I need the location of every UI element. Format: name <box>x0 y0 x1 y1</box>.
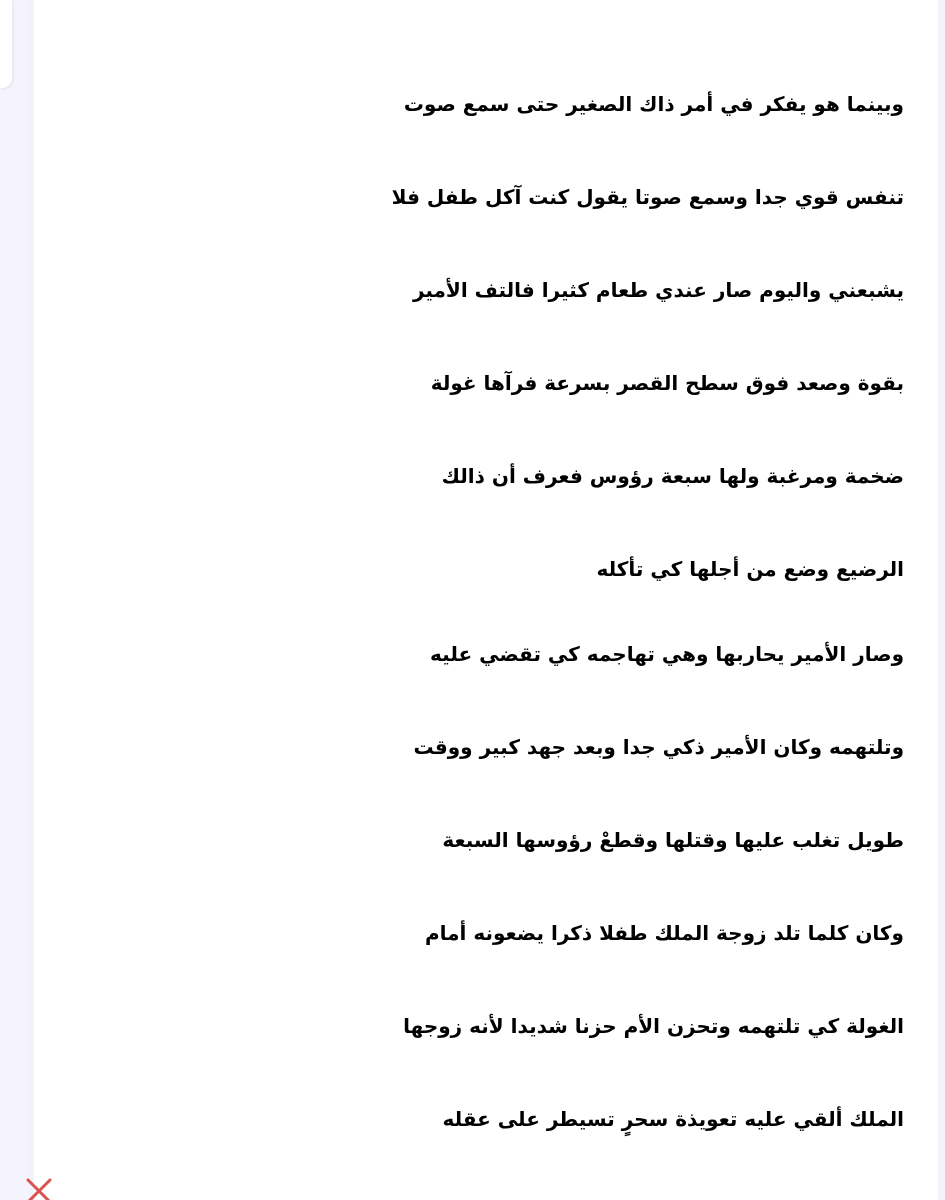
text-line: ضخمة ومرغبة ولها سبعة رؤوس فعرف أن ذالك <box>441 464 904 488</box>
text-line: وتلتهمه وكان الأمير ذكي جدا وبعد جهد كبير ووقت <box>413 735 904 759</box>
left-side-panel <box>0 0 28 1200</box>
text-line: تنفس قوي جدا وسمع صوتا يقول كنت آكل طفل فلا <box>391 185 904 209</box>
article-text <box>74 58 904 1166</box>
text-line: يشبعني واليوم صار عندي طعام كثيرا فالتف الأمير <box>412 278 904 302</box>
text-line: وكان كلما تلد زوجة الملك طفلا ذكرا يضعونه أمام <box>424 921 904 945</box>
text-line: بقوة وصعد فوق سطح القصر بسرعة فرآها غولة <box>430 371 904 395</box>
side-panel-card <box>0 0 12 88</box>
text-line: الغولة كي تلتهمه وتحزن الأم حزنا شديدا لأنه زوجها <box>403 1014 904 1038</box>
paragraph <box>74 608 904 1166</box>
close-icon[interactable] <box>20 1172 60 1200</box>
text-line: وصار الأمير يحاربها وهي تهاجمه كي تقضي عليه <box>430 642 904 666</box>
text-line: الرضيع وضع من أجلها كي تأكله <box>596 557 904 581</box>
text-line: طويل تغلب عليها وقتلها وقطعْ رؤوسها السبعة <box>442 828 904 852</box>
text-line: الملك ألقي عليه تعويذة سحرٍ تسيطر على عقله <box>442 1107 904 1131</box>
text-line: وبينما هو يفكر في أمر ذاك الصغير حتى سمع صوت <box>403 92 904 116</box>
article-content <box>34 0 938 1200</box>
paragraph <box>74 58 904 616</box>
